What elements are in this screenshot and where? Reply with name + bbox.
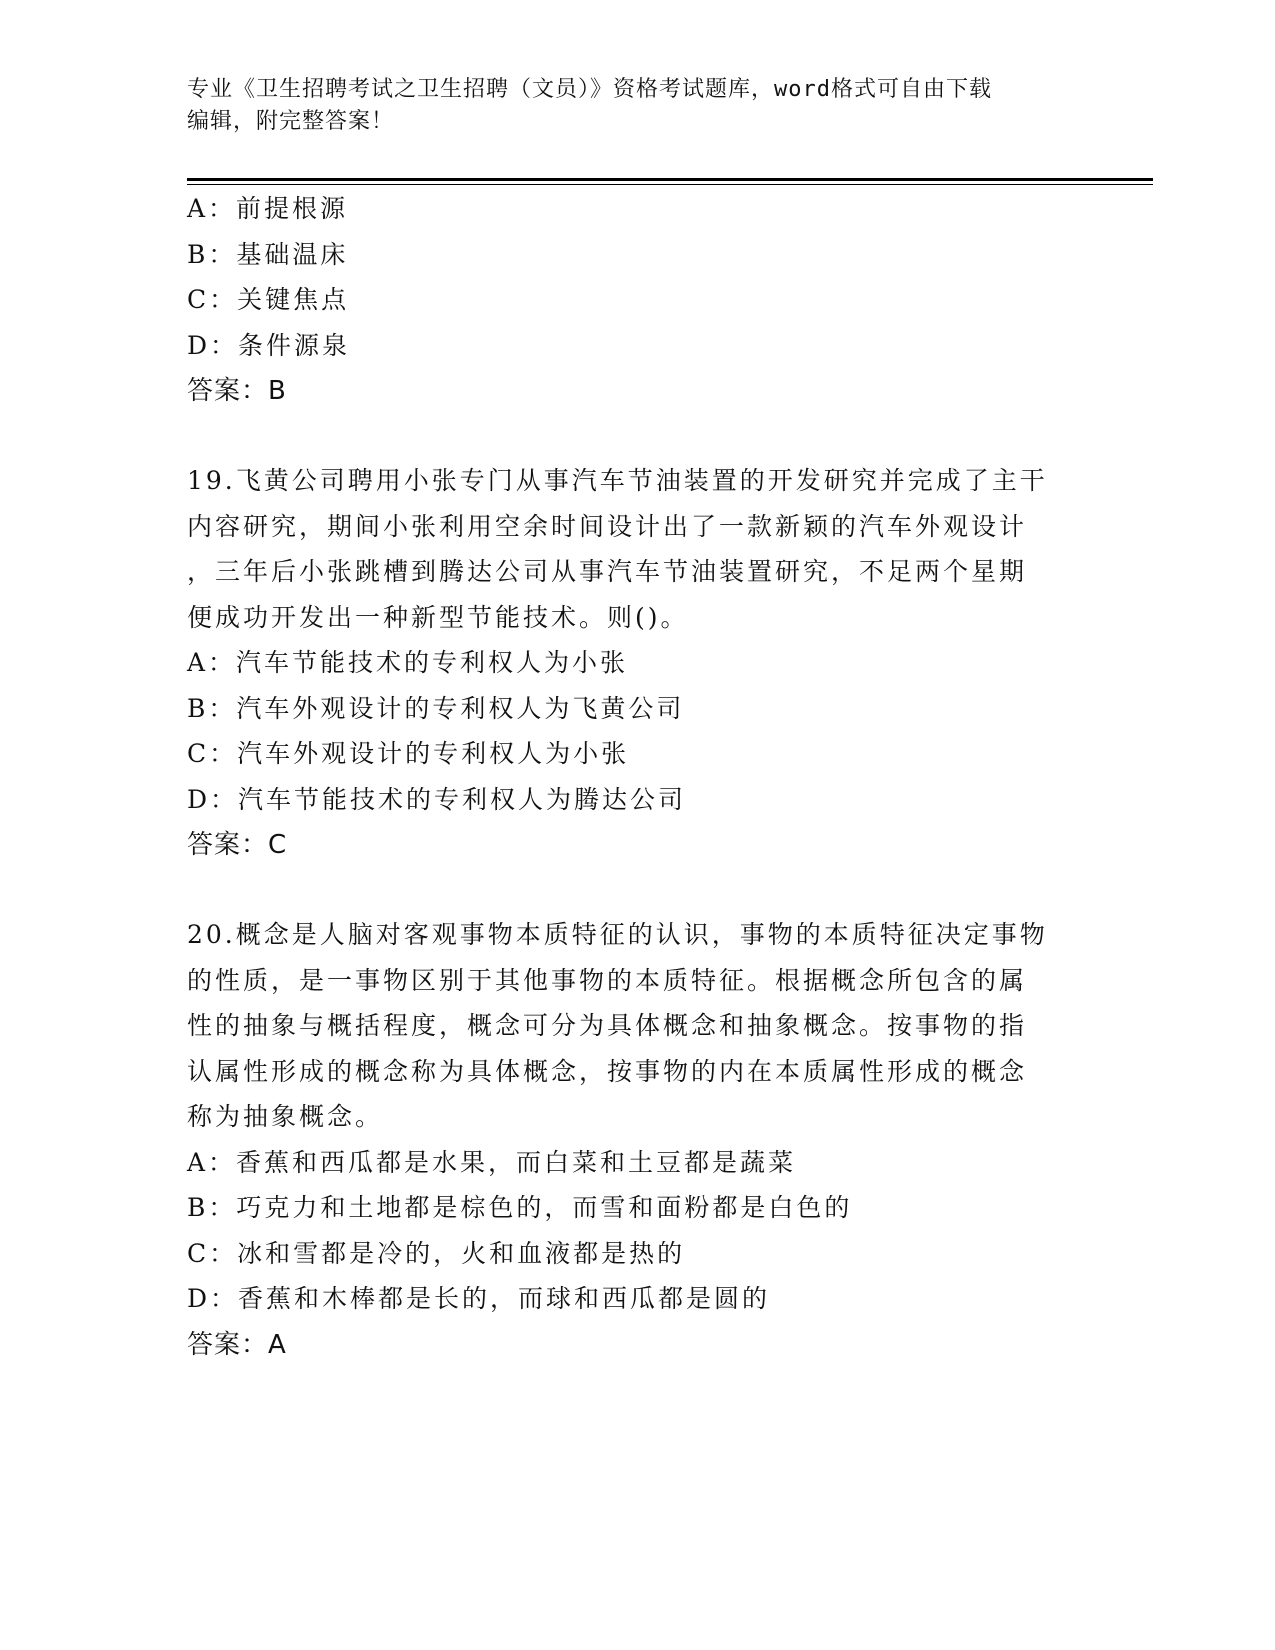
question-stem-line: ，三年后小张跳槽到腾达公司从事汽车节油装置研究，不足两个星期	[187, 557, 1028, 586]
question-stem-line: 20.概念是人脑对客观事物本质特征的认识，事物的本质特征决定事物	[187, 920, 1048, 949]
question-19	[187, 458, 1087, 868]
question-stem-line: 便成功开发出一种新型节能技术。则()。	[187, 602, 689, 632]
option-d: D：香蕉和木棒都是长的，而球和西瓜都是圆的	[187, 1284, 771, 1313]
answer-line: 答案：B	[187, 376, 287, 406]
option-c: C：汽车外观设计的专利权人为小张	[187, 739, 630, 768]
question-18-continued	[187, 186, 1087, 414]
option-d: D：汽车节能技术的专利权人为腾达公司	[187, 784, 687, 814]
option-b: B：基础温床	[187, 239, 349, 269]
option-a: A：香蕉和西瓜都是水果，而白菜和土豆都是蔬菜	[187, 1147, 797, 1177]
question-20	[187, 912, 1087, 1368]
header-line-2: 编辑，附完整答案！	[187, 109, 395, 134]
option-a: A：汽车节能技术的专利权人为小张	[187, 648, 629, 677]
option-b: B：巧克力和土地都是棕色的，而雪和面粉都是白色的	[187, 1193, 853, 1222]
option-d: D：条件源泉	[187, 330, 351, 360]
question-stem-line: 称为抽象概念。	[187, 1102, 384, 1131]
question-stem-line: 内容研究，期间小张利用空余时间设计出了一款新颖的汽车外观设计	[187, 511, 1028, 541]
question-stem-line: 性的抽象与概括程度，概念可分为具体概念和抽象概念。按事物的指	[187, 1011, 1028, 1040]
header-divider-thin	[187, 184, 1153, 185]
question-stem-line: 认属性形成的概念称为具体概念，按事物的内在本质属性形成的概念	[187, 1056, 1028, 1086]
option-c: C：关键焦点	[187, 285, 350, 314]
question-stem-line: 19.飞黄公司聘用小张专门从事汽车节油装置的开发研究并完成了主干	[187, 466, 1048, 495]
question-stem-line: 的性质，是一事物区别于其他事物的本质特征。根据概念所包含的属	[187, 965, 1028, 995]
answer-line: 答案：C	[187, 830, 288, 860]
header-divider-thick	[187, 178, 1153, 181]
document-header	[187, 74, 1087, 138]
option-a: A：前提根源	[187, 194, 349, 223]
option-c: C：冰和雪都是冷的，火和血液都是热的	[187, 1238, 686, 1268]
document-body	[187, 186, 1087, 1368]
answer-line: 答案：A	[187, 1329, 287, 1360]
header-line-1: 专业《卫生招聘考试之卫生招聘（文员）》资格考试题库，word格式可自由下载	[187, 77, 992, 102]
option-b: B：汽车外观设计的专利权人为飞黄公司	[187, 693, 685, 723]
